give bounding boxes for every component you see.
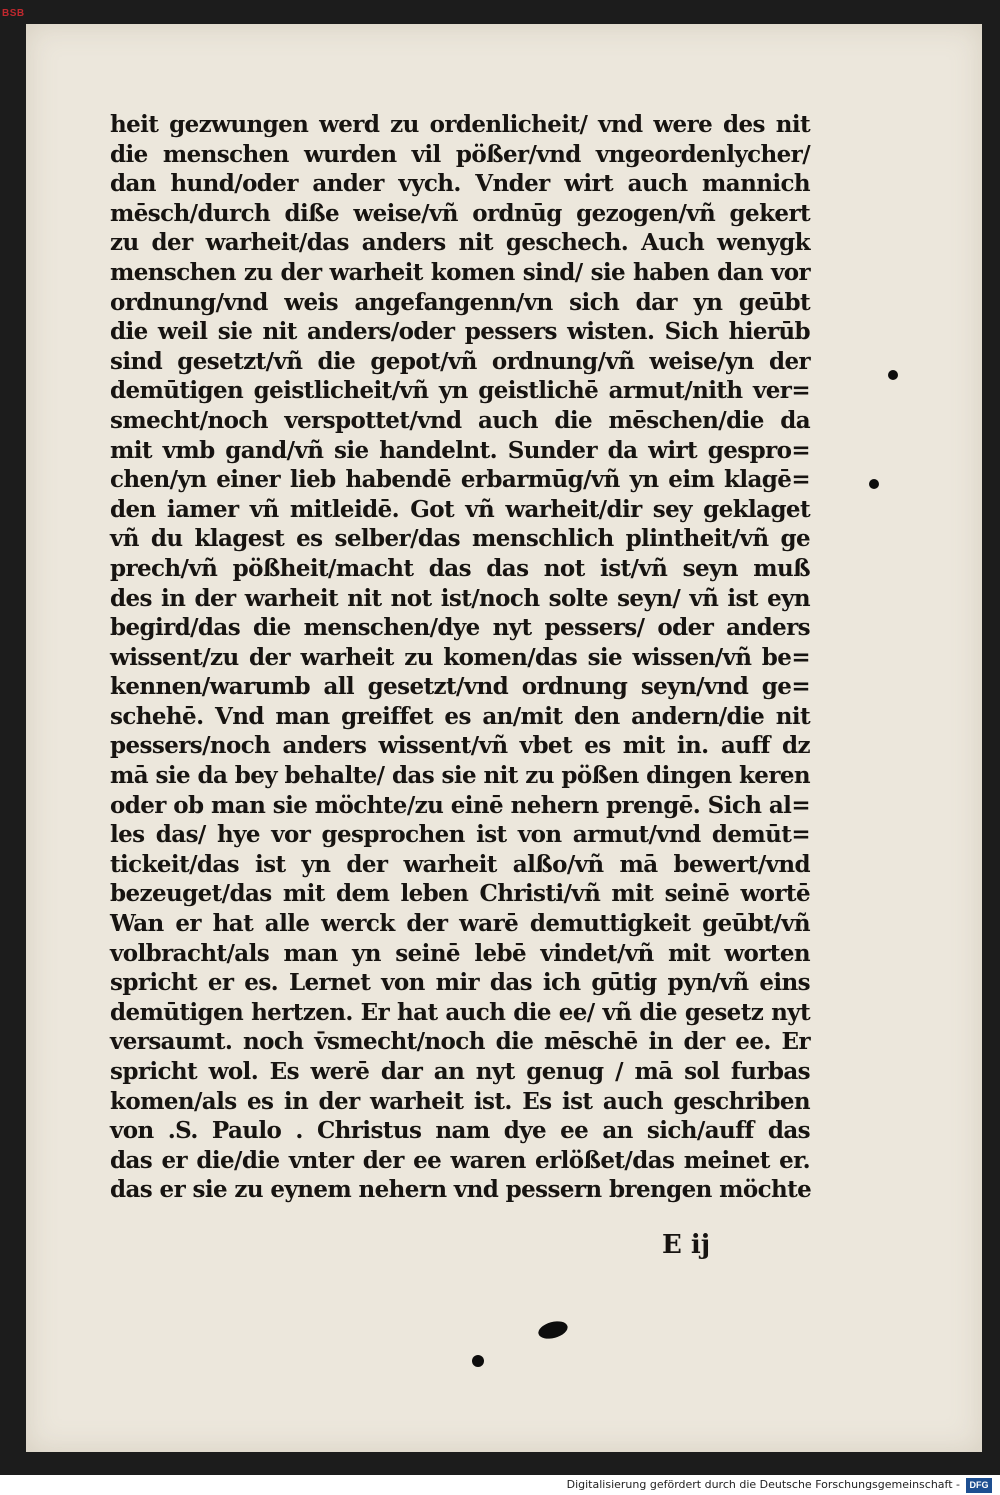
text-line: vñ du klagest es selber/das menschlich plintheit/vñ ge [110,525,810,553]
text-line: tickeit/das ist yn der warheit alßo/vñ mā bewert/vnd [110,850,810,878]
text-line: dan hund/oder ander vych. Vnder wirt auch mannich [110,170,810,198]
ink-spot [472,1355,484,1367]
page-text [110,110,810,1205]
text-line: sind gesetzt/vñ die gepot/vñ ordnung/vñ weise/yn der [110,347,810,375]
text-line: die menschen wurden vil pößer/vnd vngeordenlycher/ [110,140,810,168]
text-line: mēsch/durch diße weise/vñ ordnūg gezogen/vñ gekert [110,199,810,227]
text-line: oder ob man sie möchte/zu einē nehern prengē. Sich al= [110,791,810,819]
text-line: mit vmb gand/vñ sie handelnt. Sunder da wirt gespro= [110,436,810,464]
text-line: das er sie zu eynem nehern vnd pessern brengen möchte [110,1176,812,1204]
text-line: des in der warheit nit not ist/noch solte seyn/ vñ ist eyn [110,584,810,612]
ink-spot [536,1318,569,1341]
text-line: smecht/noch verspottet/vnd auch die mēschen/die da [110,406,810,434]
digitization-credit: Digitalisierung gefördert durch die Deutsche Forschungsgemeinschaft - [566,1478,960,1491]
text-line: versaumt. noch v̄smecht/noch die mēschē in der ee. Er [110,1028,810,1056]
text-line: komen/als es in der warheit ist. Es ist auch geschriben [110,1087,810,1115]
text-line: chen/yn einer lieb habendē erbarmūg/vñ yn eim klagē= [110,466,810,494]
text-line: das er die/die vnter der ee waren erlößet/das meinet er. [110,1146,810,1174]
text-line: schehē. Vnd man greiffet es an/mit den andern/die nit [110,702,810,730]
text-line: spricht er es. Lernet von mir das ich gūtig pyn/vñ eins [110,969,810,997]
signature-mark: E ij [662,1230,711,1260]
text-line: begird/das die menschen/dye nyt pessers/ oder anders [110,614,810,642]
library-mark: BSB [2,8,25,19]
text-line: demūtigen hertzen. Er hat auch die ee/ vñ die gesetz nyt [110,998,810,1026]
text-line: von .S. Paulo . Christus nam dye ee an sich/auff das [110,1117,810,1145]
text-line: die weil sie nit anders/oder pessers wisten. Sich hierūb [110,318,810,346]
text-line: heit gezwungen werd zu ordenlicheit/ vnd were des nit [110,111,810,138]
text-line: volbracht/als man yn seinē lebē vindet/vñ mit worten [110,939,810,967]
text-line: kennen/warumb all gesetzt/vnd ordnung seyn/vnd ge= [110,673,810,701]
text-line: bezeuget/das mit dem leben Christi/vñ mit seinē wortē [110,880,810,908]
text-line: spricht wol. Es werē dar an nyt genug / mā sol furbas [110,1058,810,1085]
text-line: pessers/noch anders wissent/vñ vbet es mit in. auff dz [110,732,810,760]
text-line: ordnung/vnd weis angefangenn/vn sich dar yn geūbt [110,288,810,316]
book-page [26,24,982,1452]
ink-spot [888,370,898,380]
text-line: mā sie da bey behalte/ das sie nit zu pößen dingen keren [110,762,810,790]
ink-spot [869,479,879,489]
text-line: zu der warheit/das anders nit geschech. Auch wenygk [110,229,810,257]
text-line: den iamer vñ mitleidē. Got vñ warheit/dir sey geklaget [110,495,810,523]
text-line: les das/ hye vor gesprochen ist von armut/vnd demūt= [110,821,810,849]
text-line: wissent/zu der warheit zu komen/das sie wissen/vñ be= [110,643,810,671]
text-line: menschen zu der warheit komen sind/ sie haben dan vor [110,258,810,286]
text-line: demūtigen geistlicheit/vñ yn geistlichē armut/nith ver= [110,377,810,405]
dfg-logo: DFG [966,1478,992,1493]
text-line: Wan er hat alle werck der warē demuttigkeit geūbt/vñ [110,910,810,938]
text-line: prech/vñ pößheit/macht das das not ist/vñ seyn muß [110,554,810,582]
